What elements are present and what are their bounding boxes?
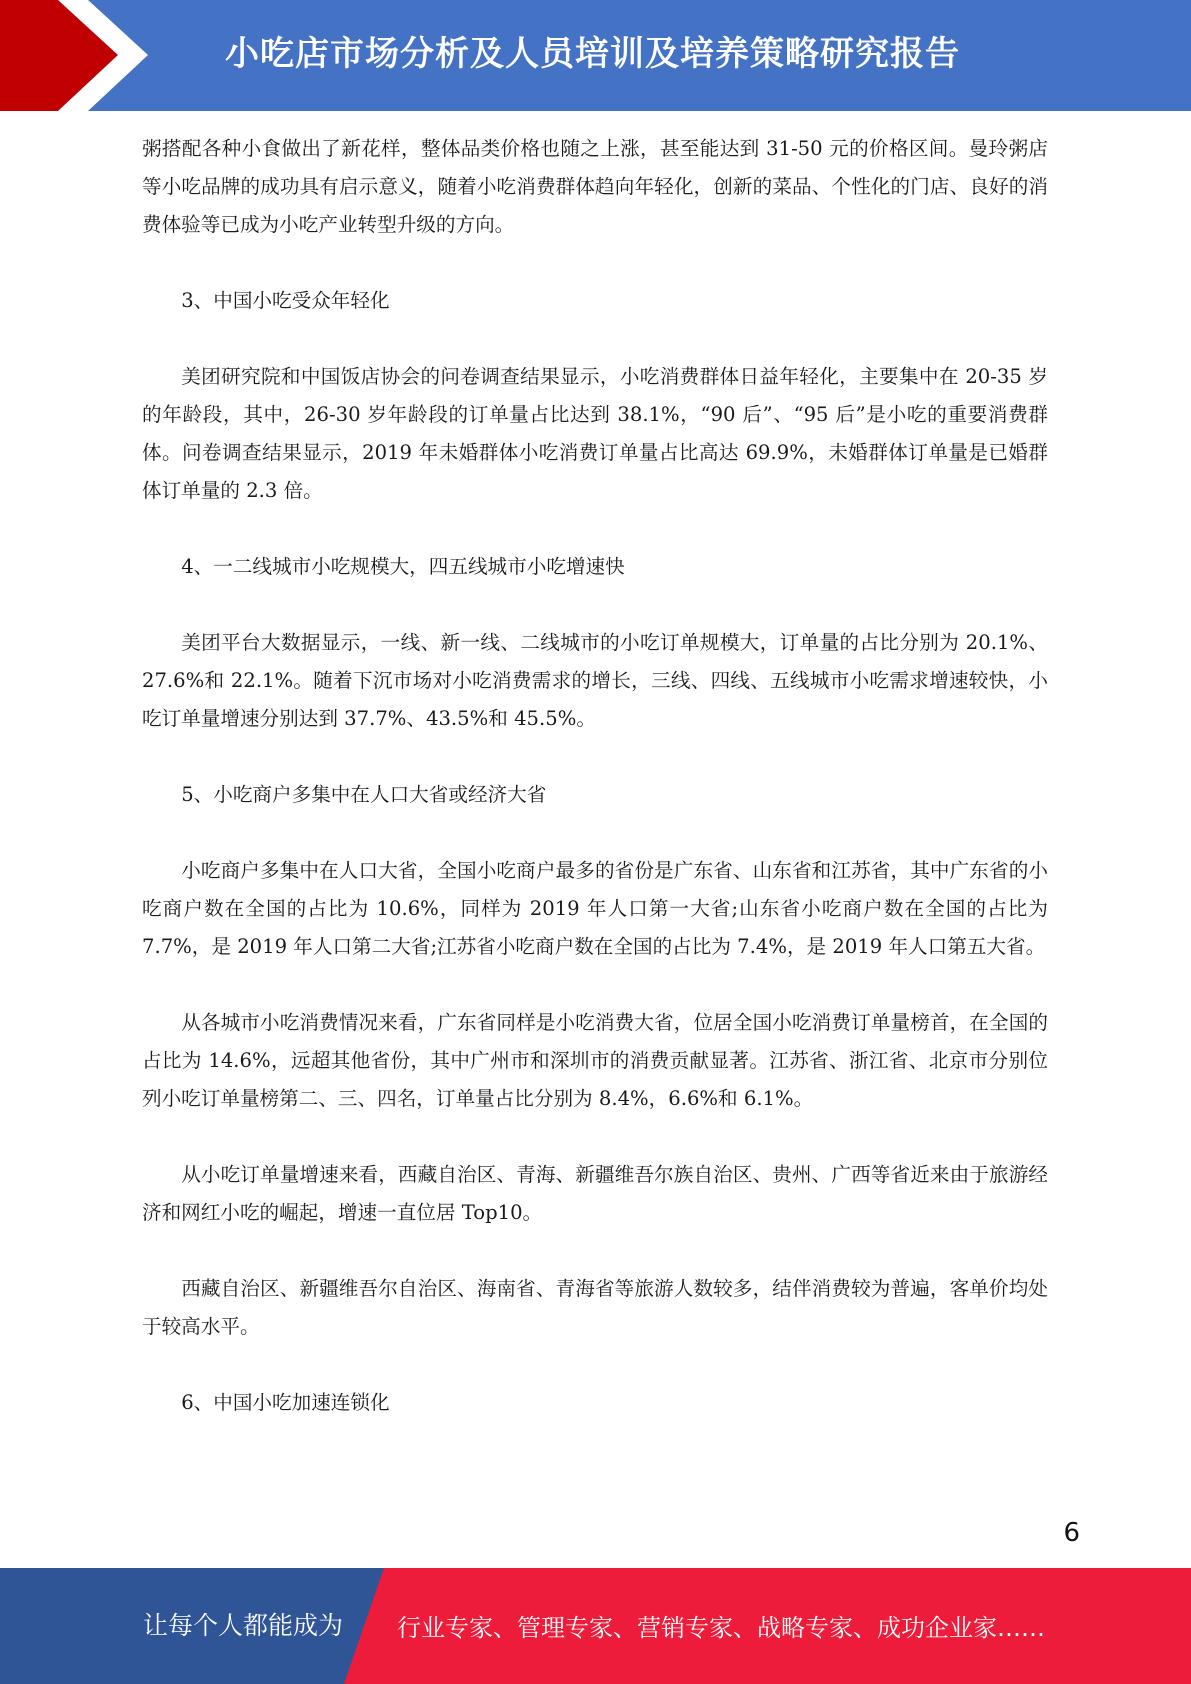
page-header	[0, 0, 1191, 111]
section-heading-3: 3、中国小吃受众年轻化	[181, 289, 390, 312]
paragraph-city-tiers: 美团平台大数据显示，一线、新一线、二线城市的小吃订单规模大，订单量的占比分别为 20.1%、27.6%和 22.1%。随着下沉市场对小吃消费需求的增长，三线、四线、五线城市小吃需求增速较快，小吃订单量增速分别达到 37.7%、43.5%和 45.5%。	[142, 631, 1048, 730]
page-footer	[0, 1568, 1191, 1684]
paragraph-youth-consumers: 美团研究院和中国饭店协会的问卷调查结果显示，小吃消费群体日益年轻化，主要集中在 20-35 岁的年龄段，其中，26-30 岁年龄段的订单量占比达到 38.1%，“90 后”、“95 后”是小吃的重要消费群体。问卷调查结果显示，2019 年未婚群体小吃消费订单量占比高达 69.9%，未婚群体订单量是已婚群体订单量的 2.3 倍。	[142, 365, 1048, 502]
paragraph-merchant-provinces: 小吃商户多集中在人口大省，全国小吃商户最多的省份是广东省、山东省和江苏省，其中广东省的小吃商户数在全国的占比为 10.6%，同样为 2019 年人口第一大省;山东省小吃商户数在全国的占比为 7.7%，是 2019 年人口第二大省;江苏省小吃商户数在全国的占比为 7.4%，是 2019 年人口第五大省。	[142, 859, 1048, 958]
report-title: 小吃店市场分析及人员培训及培养策略研究报告	[225, 34, 960, 74]
paragraph-order-growth: 从小吃订单量增速来看，西藏自治区、青海、新疆维吾尔族自治区、贵州、广西等省近来由于旅游经济和网红小吃的崛起，增速一直位居 Top10。	[142, 1163, 1048, 1224]
paragraph-tourism: 西藏自治区、新疆维吾尔自治区、海南省、青海省等旅游人数较多，结伴消费较为普遍，客单价均处于较高水平。	[142, 1277, 1048, 1338]
section-heading-5: 5、小吃商户多集中在人口大省或经济大省	[181, 783, 547, 806]
document-body	[142, 130, 1048, 1422]
page-number: 6	[1063, 1518, 1080, 1548]
section-heading-4: 4、一二线城市小吃规模大，四五线城市小吃增速快	[181, 555, 625, 578]
footer-slogan-right: 行业专家、管理专家、营销专家、战略专家、成功企业家……	[397, 1614, 1045, 1642]
footer-slogan-left: 让每个人都能成为	[143, 1611, 344, 1640]
paragraph-city-consumption: 从各城市小吃消费情况来看，广东省同样是小吃消费大省，位居全国小吃消费订单量榜首，在全国的占比为 14.6%，远超其他省份，其中广州市和深圳市的消费贡献显著。江苏省、浙江省、北京市分别位列小吃订单量榜第二、三、四名，订单量占比分别为 8.4%，6.6%和 6.1%。	[142, 1011, 1048, 1110]
section-heading-6: 6、中国小吃加速连锁化	[181, 1391, 390, 1414]
paragraph-intro: 粥搭配各种小食做出了新花样，整体品类价格也随之上涨，甚至能达到 31-50 元的价格区间。曼玲粥店等小吃品牌的成功具有启示意义，随着小吃消费群体趋向年轻化，创新的菜品、个性化的门店、良好的消费体验等已成为小吃产业转型升级的方向。	[142, 137, 1048, 236]
